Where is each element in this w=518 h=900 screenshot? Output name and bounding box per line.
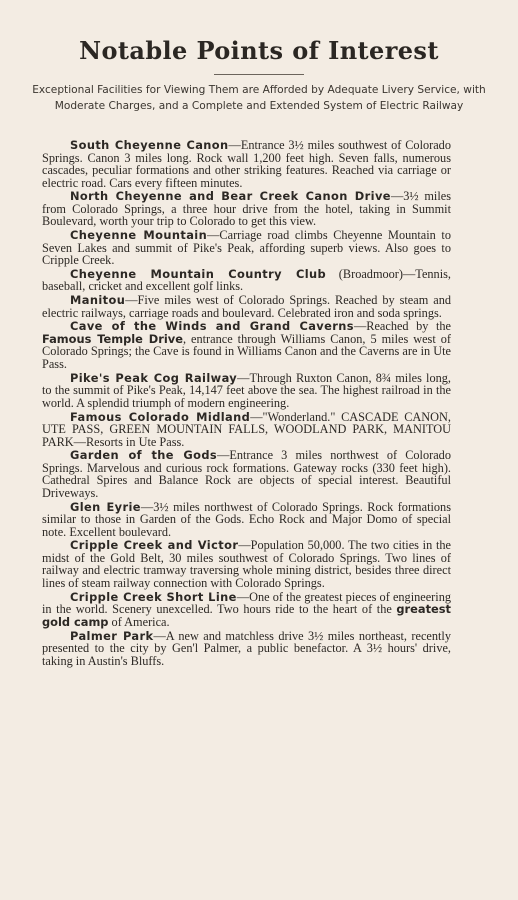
entry-name: Manitou xyxy=(70,293,126,308)
entry-emphasis: Famous Temple Drive xyxy=(42,331,183,346)
list-item xyxy=(42,449,451,499)
list-item xyxy=(42,190,451,228)
entry-name: Cheyenne Mountain xyxy=(70,228,208,243)
entry-name: Palmer Park xyxy=(70,628,154,643)
list-item xyxy=(42,539,451,589)
entry-text: —Five miles west of Colorado Springs. Reached by steam and electric railways, carriage roads and boulevard. Celebrated iron and soda springs. xyxy=(42,293,451,320)
entry-name: Pike's Peak Cog Railway xyxy=(70,370,238,385)
page-subtitle: Exceptional Facilities for Viewing Them are Afforded by Adequate Livery Service, with Moderate Charges, and a Complete and Extended System of Electric Railway xyxy=(32,84,486,112)
list-item xyxy=(42,320,451,370)
entry-name: Garden of the Gods xyxy=(70,448,218,463)
entry-text: (Broadmoor)—Tennis, baseball, cricket and excellent golf links. xyxy=(42,266,451,294)
list-item xyxy=(42,294,451,319)
entry-text: —Carriage road climbs Cheyenne Mountain to Seven Lakes and summit of Pike's Peak, affording superb views. Also goes to Cripple Creek. xyxy=(42,228,451,268)
entry-text: —Entrance 3½ miles southwest of Colorado Springs. Canon 3 miles long. Rock wall 1,200 feet high. Seven falls, numerous cascades, peculiar formations and other striking features. Reached via carriage or electric road. Cars every fifteen minutes. xyxy=(42,138,451,190)
list-item xyxy=(42,229,451,267)
list-item xyxy=(42,268,451,293)
entry-emphasis: greatest gold camp xyxy=(42,602,451,629)
entry-name: South Cheyenne Canon xyxy=(70,138,229,152)
entry-name: Cave of the Winds and Grand Caverns xyxy=(70,319,354,334)
entry-text: —"Wonderland." CASCADE CANON, UTE PASS, GREEN MOUNTAIN FALLS, WOODLAND PARK, MANITOU PARK—Resorts in Ute Pass. xyxy=(42,409,451,449)
entry-name: Cripple Creek Short Line xyxy=(70,589,237,604)
list-item xyxy=(42,139,451,189)
entry-text: —Population 50,000. The two cities in the midst of the Gold Belt, 30 miles southwest of Colorado Springs. Two lines of railway and electric tramway traversing whole mining district, besides three direct lines of steam railway connection with Colorado Springs. xyxy=(42,538,451,590)
entry-text: —3½ miles from Colorado Springs, a three hour drive from the hotel, taking in Summit Boulevard, worth your trip to Colorado to get this view. xyxy=(42,189,451,229)
entry-name: Glen Eyrie xyxy=(70,499,141,514)
entry-text: —3½ miles northwest of Colorado Springs. Rock formations similar to those in Garden of the Gods. Echo Rock and Major Domo of special note. Excellent boulevard. xyxy=(42,499,451,539)
title-rule xyxy=(214,74,304,75)
entry-text-continued: , entrance through Williams Canon, 5 miles west of Colorado Springs; the Cave is found in Williams Canon and the Caverns are in Ute Pass. xyxy=(42,331,452,371)
entry-text: —A new and matchless drive 3½ miles northeast, recently presented to the city by Gen'l Palmer, a public benefactor. A 3½ hours' drive, taking in Austin's Bluffs. xyxy=(42,628,451,668)
entry-name: Cheyenne Mountain Country Club xyxy=(70,266,327,281)
page-title: Notable Points of Interest xyxy=(79,36,439,65)
list-item xyxy=(42,372,451,410)
entry-text: —One of the greatest pieces of engineering in the world. Scenery unexcelled. Two hours ride to the heart of the xyxy=(42,589,451,617)
entry-name: Famous Colorado Midland xyxy=(70,409,251,424)
list-item xyxy=(42,501,451,539)
entry-text-continued: of America. xyxy=(108,614,170,629)
list-item xyxy=(42,591,451,629)
entry-name: North Cheyenne and Bear Creek Canon Drive xyxy=(70,189,391,204)
entry-text: —Reached by the xyxy=(353,319,451,334)
list-item xyxy=(42,630,451,668)
entry-text: —Entrance 3 miles northwest of Colorado Springs. Marvelous and curious rock formations. Gateway rocks (330 feet high). Cathedral Spires and Balance Rock are objects of special interest. Beautiful Driveways. xyxy=(42,448,451,500)
list-item xyxy=(42,411,451,449)
entry-name: Cripple Creek and Victor xyxy=(70,538,239,553)
points-list xyxy=(42,139,451,668)
entry-text: —Through Ruxton Canon, 8¾ miles long, to the summit of Pike's Peak, 14,147 feet above the sea. The highest railroad in the world. A splendid triumph of modern engineering. xyxy=(42,370,451,410)
